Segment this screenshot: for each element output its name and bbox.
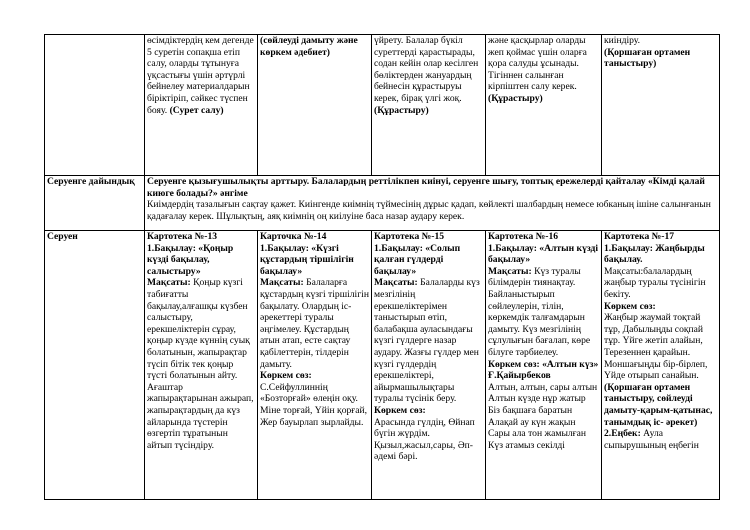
card-cell-3: [372, 231, 486, 500]
aim-label: Мақсаты:: [374, 277, 418, 289]
art-word-label: Көркем сөз:: [374, 404, 426, 416]
activity-text: өсімдіктердің кем дегенде 5 суретін сопақша етіп салу, оларды тұтынуға үқсастығы үшін әртүрлі бейнелеу материалдарын біріктіріп, сәйкес түспен бояу.: [147, 35, 254, 116]
card-cell-1: [145, 231, 258, 500]
observation-title: 1.Бақылау: «Солып қалған гүлдерді бақылау»: [374, 242, 461, 277]
walk-prep-text: Киімдердің тазалығын сақтау қажет. Киінгенде киімнің түймесінің дұрыс қадап, көйлекті шалбардың немесе юбканың ішіне салынғанын қадағалау керек. Шұлықтың, аяқ киімнің оң киілуіне баса назар аудару керек.: [147, 199, 711, 222]
activity-text: үйрету. Балалар бүкіл суреттерді қарастырады, содан кейін олар кесілген бөліктерден жануардың бейнесін құрастыруы керек, бірақ үлгі жоқ.: [374, 35, 479, 104]
work-text: Аула сыпырушының еңбегін: [604, 428, 699, 451]
activity-tag: (Құрастыру): [488, 92, 543, 104]
observation-title: 1.Бақылау: «Күзгі құстардың тіршілігін бақылау»: [260, 242, 354, 277]
activity-cell-3: [372, 35, 486, 176]
activity-text: киіндіру.: [604, 35, 641, 46]
activity-tag: (Қоршаған ортамен таныстыру): [604, 46, 691, 70]
activity-tag: (Құрастыру): [374, 104, 429, 116]
card-cell-2: [258, 231, 372, 500]
art-word-text: С.Сейфуллиннің «Бозторғай» өлеңін оқу. Міне торғай, Үйін қорғай, Жер бауырлап зырлайды.: [260, 381, 368, 428]
lesson-plan-table: [44, 34, 720, 500]
work-label: 2.Еңбек:: [604, 428, 641, 440]
art-word-label: Көркем сөз:: [260, 370, 312, 382]
row-label-empty: [45, 35, 145, 176]
activity-cell-1: [145, 35, 258, 176]
card-cell-5: [602, 231, 720, 500]
card-title: Картотека №-15: [374, 231, 445, 242]
activity-cell-4: [486, 35, 602, 176]
art-word-text: Жаңбыр жаумай тоқтай тұр, Дабылыңды соқпай тұр. Үйге жетіп алайын, Терезеннен қарайын. Моншағыңды бір-бірлеп, Үйде отырып санайын.: [604, 312, 708, 382]
aim-text: Балаларға құстардың күзгі тіршілігін бақылату. Олардың іс-әрекеттері туралы әңгімелеу. Құстардың атын атап, есте сақтау қабілеттерін, тілдерін дамыту.: [260, 277, 369, 370]
aim-label: Мақсаты:: [147, 277, 191, 289]
art-word-text: Арасында гүлдің, Өйнап бүгін жүрдім. Қызыл,жасыл,сары, Әп-әдемі бәрі.: [374, 416, 475, 463]
activity-tag: (сөйлеуді дамыту және көркем әдебиет): [260, 35, 358, 58]
observation-title: 1.Бақылау: «Алтын күзді бақылау»: [488, 242, 599, 266]
activity-tag: (Сурет салу): [169, 104, 224, 116]
card-title: Картотека №-16: [488, 231, 559, 242]
card-title: Карточка №-14: [260, 231, 327, 242]
activity-cell-5: [602, 35, 720, 176]
aim-text: Балаларды күз мезгілінің ерекшеліктерімен таныстырып өтіп, балабақша ауласындағы күзгі гүлдерге назар аудару. Жазғы гүлдер мен күзгі гүлдердің ерекшеліктері, айырмашылықтары туралы түсінік беру.: [374, 277, 480, 405]
card-title: Картотека №-13: [147, 231, 218, 242]
observation-title: 1.Бақылау: «Қоңыр күзді бақылау, салыстыру»: [147, 242, 234, 277]
card-cell-4: [486, 231, 602, 500]
observation-title: 1.Бақылау: Жаңбырды бақылау.: [604, 242, 705, 266]
aim-text: Қоңыр күзгі табиғатты бақылау,алғашқы күзбен салыстыру, ерекшеліктерін сұрау, қоңыр күзде күннің суық болатынын, жапырақтар түсіп бітік тек қоңыр түсті болатынын айту. Ағаштар жапырақтарынан ажырап, жапырақтардың да күз айларында түстерін өзгертіп тұратынын айтып түсіндіру.: [147, 277, 254, 451]
activity-tag: (Қоршаған ортамен таныстыру, сөйлеуді дамыту-қарым-қатынас, танымдық іс- әрекет): [604, 381, 713, 428]
aim-label: Мақсаты:: [488, 265, 532, 277]
art-word-label: Көркем сөз: «Алтын күз» Ғ.Қайырбеков: [488, 358, 599, 382]
walk-row: [45, 231, 720, 500]
art-word-text: Алтын, алтын, сары алтын Алтын күзде нұр жатыр Біз бақшаға баратын Алақай ау күн жақын Сары ала тон жамылған Күз атамыз секілді: [488, 381, 598, 451]
walk-prep-row: [45, 176, 720, 231]
activity-text: және қасқырлар оларды жеп қоймас үшін оларға қора салуды ұсынады. Тігіннен салынған кірпіштен салу керек.: [488, 35, 587, 93]
row-label: Серуен: [45, 231, 145, 500]
art-word-label: Көркем сөз:: [604, 300, 656, 312]
walk-prep-heading: Серуенге қызығушылықты арттыру. Балалардың реттілікпен киінуі, серуенге шығу, топтық ережелерді қайталау «Кімді қалай киюге болады?» әнгіме: [147, 176, 705, 199]
walk-prep-cell: [145, 176, 720, 231]
activity-row: [45, 35, 720, 176]
card-title: Картотека №-17: [604, 231, 675, 242]
aim-label: Мақсаты:: [260, 277, 304, 289]
row-label: Серуенге дайындық: [45, 176, 145, 231]
aim-text: Күз туралы білімдерін тиянақтау. Байланыстырып сөйлеулерін, тілін, көркемдік талғамдарын дамыту. Күз мезгілінің сұлулығын бағалап, көре білуге тәрбиелеу.: [488, 265, 591, 358]
aim-text: Мақсаты:балалардың жаңбыр туралы түсінігін бекіту.: [604, 265, 706, 300]
activity-cell-2: [258, 35, 372, 176]
